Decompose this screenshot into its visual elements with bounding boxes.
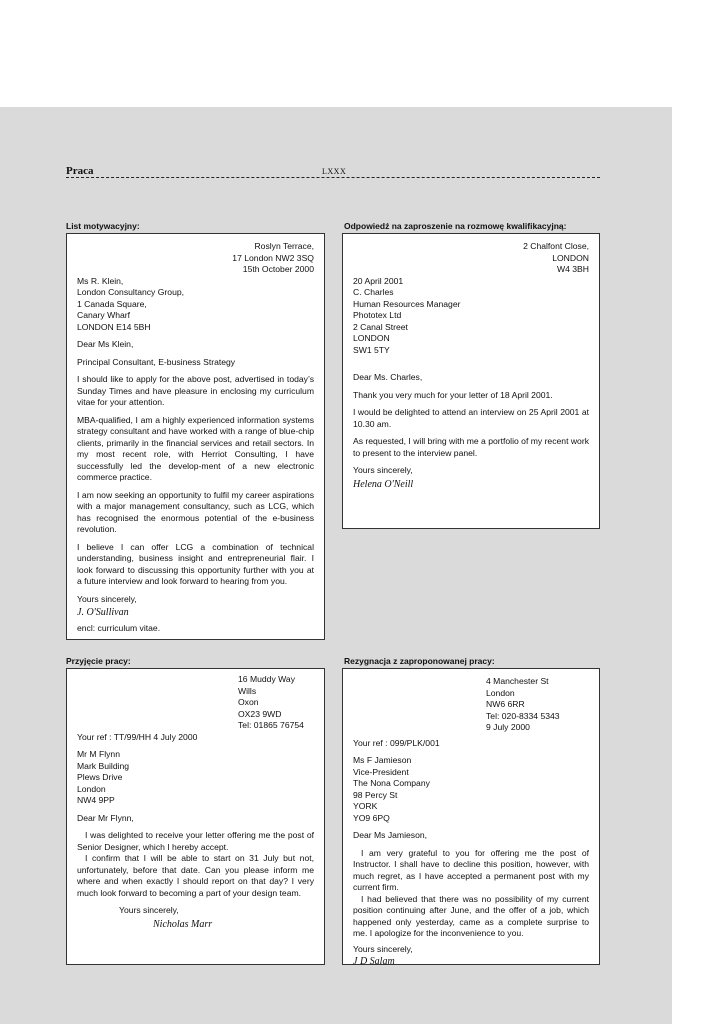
signature: Helena O'Neill — [353, 478, 414, 490]
body-paragraph: MBA-qualified, I am a highly experienced information systems strategy consultant and have worked with a range of blue-chip clients, primarily in the financial services and retail sectors. In my most recent role, with Herriot Consulting, I have successfully led the develop-ment of a new electronic commerce practice. — [77, 414, 314, 482]
closing: Yours sincerely, — [119, 905, 179, 915]
body-paragraph: As requested, I will bring with me a portfolio of my recent work to present to the interview panel. — [353, 436, 589, 458]
body-paragraph: Thank you very much for your letter of 18 April 2001. — [353, 389, 553, 400]
body-paragraph: I believe I can offer LCG a combination of technical understanding, business insight and entrepreneurial flair. I look forward to discussing this opportunity further with you at a future interview and look forward to hearing from you. — [77, 541, 314, 586]
recipient-address: Mr M Flynn Mark Building Plews Drive London NW4 9PP — [77, 749, 130, 805]
section-heading-cover-letter: List motywacyjny: — [66, 221, 140, 231]
body-paragraph: I confirm that I will be able to start on 31 July but not, unfortunately, before that date. Can you please inform me where and when exactly I should report on that day? I very much look forward to becoming a part of your design team. — [77, 853, 314, 898]
signature: Nicholas Marr — [153, 918, 213, 930]
interview-reply-box — [342, 233, 600, 529]
sender-address: Roslyn Terrace, 17 London NW2 3SQ 15th October 2000 — [232, 241, 314, 274]
sender-address: 4 Manchester St London NW6 6RR Tel: 020-8334 5343 9 July 2000 — [486, 676, 560, 732]
recipient-address: Ms F Jamieson Vice-President The Nona Company 98 Percy St YORK YO9 6PQ — [353, 755, 430, 823]
signature: J D Salam — [353, 956, 395, 967]
salutation: Dear Ms Jamieson, — [353, 830, 428, 840]
recipient-address: 20 April 2001 C. Charles Human Resources Manager Phototex Ltd 2 Canal Street LONDON SW1 5TY — [353, 275, 461, 355]
section-heading-job-decline: Rezygnacja z zaproponowanej pracy: — [344, 656, 495, 666]
cover-letter-box — [66, 233, 325, 640]
salutation: Dear Mr Flynn, — [77, 812, 134, 823]
body-paragraph: I should like to apply for the above post, advertised in today’s Sunday Times and have pleasure in enclosing my curriculum vitae for your attention. — [77, 374, 314, 407]
section-heading-interview-reply: Odpowiedź na zaproszenie na rozmowę kwalifikacyjną: — [344, 221, 567, 231]
body-paragraph: I am now seeking an opportunity to fulfil my career aspirations with a major management consultancy, such as LCG, which has recognised the enormous potential of the e-business revolution. — [77, 489, 314, 534]
recipient-address: Ms R. Klein, London Consultancy Group, 1 Canada Square, Canary Wharf LONDON E14 5BH — [77, 275, 185, 332]
body-paragraph: I had believed that there was no possibility of my current position continuing after June, and the offer of a job, which happened only yesterday, came as a complete surprise to me. I apologize for the inconvenience to you. — [353, 893, 589, 938]
sender-address: 16 Muddy Way Wills Oxon OX23 9WD Tel: 01865 76754 — [238, 674, 304, 730]
enclosure-note: encl: curriculum vitae. — [77, 622, 161, 633]
salutation: Dear Ms. Charles, — [353, 372, 423, 382]
salutation: Dear Ms Klein, — [77, 339, 134, 349]
page-header-title: Praca — [66, 165, 94, 177]
body-paragraph: I would be delighted to attend an interview on 25 April 2001 at 10.30 am. — [353, 407, 589, 429]
body-paragraph: I am very grateful to you for offering me the post of Instructor. I shall have to decline this position, however, with much regret, as I have accepted a permanent post with my current firm. — [353, 847, 589, 892]
job-acceptance-box — [66, 668, 325, 965]
section-heading-job-acceptance: Przyjęcie pracy: — [66, 656, 131, 666]
signature: J. O'Sullivan — [77, 607, 129, 618]
body-paragraph: I was delighted to receive your letter offering me the post of Senior Designer, which I hereby accept. — [77, 830, 314, 852]
reference-line: Your ref : 099/PLK/001 — [353, 737, 440, 748]
closing: Yours sincerely, — [353, 465, 413, 475]
closing: Yours sincerely, — [77, 593, 137, 604]
header-divider — [66, 177, 600, 178]
sender-address: 2 Chalfont Close, LONDON W4 3BH — [523, 241, 589, 274]
subject-line: Principal Consultant, E-business Strategy — [77, 356, 236, 367]
reference-line: Your ref : TT/99/HH 4 July 2000 — [77, 731, 198, 742]
job-decline-box — [342, 668, 600, 965]
page-number: LXXX — [322, 167, 347, 176]
closing: Yours sincerely, — [353, 943, 413, 954]
